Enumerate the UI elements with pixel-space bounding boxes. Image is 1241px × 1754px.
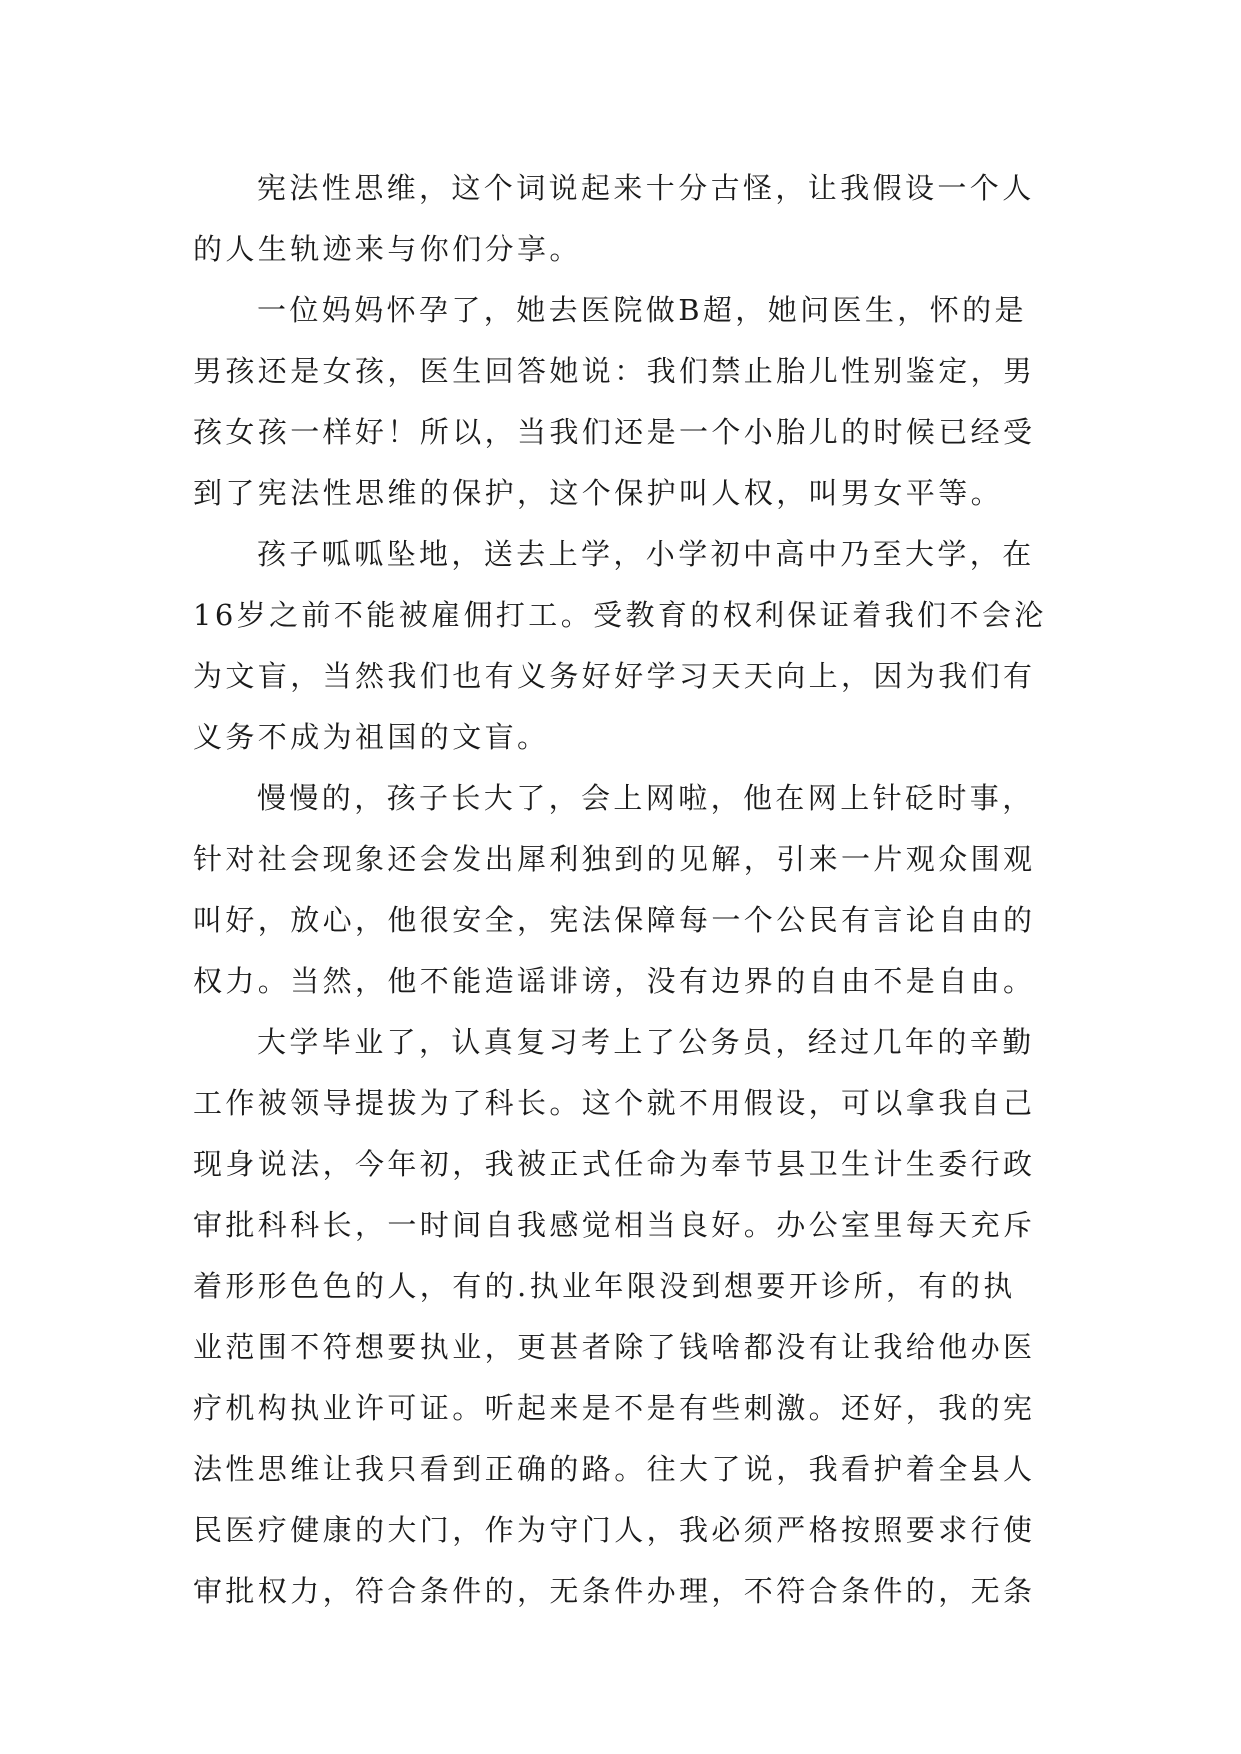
text-line: 现身说法，今年初，我被正式任命为奉节县卫生计生委行政: [193, 1147, 1036, 1181]
text-line: 为文盲，当然我们也有义务好好学习天天向上，因为我们有: [193, 659, 1036, 693]
text-line: 到了宪法性思维的保护，这个保护叫人权，叫男女平等。: [193, 476, 1004, 510]
text-line: 权力。当然，他不能造谣诽谤，没有边界的自由不是自由。: [193, 964, 1036, 998]
text-line: 民医疗健康的大门，作为守门人，我必须严格按照要求行使: [193, 1513, 1036, 1547]
text-line: 孩子呱呱坠地，送去上学，小学初中高中乃至大学，在: [257, 537, 1035, 571]
text-line: 义务不成为祖国的文盲。: [193, 720, 550, 754]
text-line: 针对社会现象还会发出犀利独到的见解，引来一片观众围观: [193, 842, 1036, 876]
text-line: 工作被领导提拔为了科长。这个就不用假设，可以拿我自己: [193, 1086, 1036, 1120]
text-line: 大学毕业了，认真复习考上了公务员，经过几年的辛勤: [257, 1025, 1035, 1059]
text-line: 疗机构执业许可证。听起来是不是有些刺激。还好，我的宪: [193, 1391, 1036, 1425]
body-text: [193, 158, 1073, 1622]
text-line: 孩女孩一样好！所以，当我们还是一个小胎儿的时候已经受: [193, 415, 1036, 449]
text-line: 一位妈妈怀孕了，她去医院做B超，她问医生，怀的是: [257, 293, 1027, 327]
text-line: 叫好，放心，他很安全，宪法保障每一个公民有言论自由的: [193, 903, 1036, 937]
text-line: 审批权力，符合条件的，无条件办理，不符合条件的，无条: [193, 1574, 1036, 1608]
text-line: 宪法性思维，这个词说起来十分古怪，让我假设一个人: [257, 171, 1035, 205]
text-line: 着形形色色的人，有的.执业年限没到想要开诊所，有的执: [193, 1269, 1016, 1303]
text-line: 法性思维让我只看到正确的路。往大了说，我看护着全县人: [193, 1452, 1036, 1486]
text-line: 业范围不符想要执业，更甚者除了钱啥都没有让我给他办医: [193, 1330, 1036, 1364]
text-line: 16岁之前不能被雇佣打工。受教育的权利保证着我们不会沦: [193, 598, 1047, 632]
text-line: 慢慢的，孩子长大了，会上网啦，他在网上针砭时事，: [257, 781, 1035, 815]
text-line: 审批科科长，一时间自我感觉相当良好。办公室里每天充斥: [193, 1208, 1036, 1242]
text-line: 的人生轨迹来与你们分享。: [193, 232, 582, 266]
text-line: 男孩还是女孩，医生回答她说：我们禁止胎儿性别鉴定，男: [193, 354, 1036, 388]
